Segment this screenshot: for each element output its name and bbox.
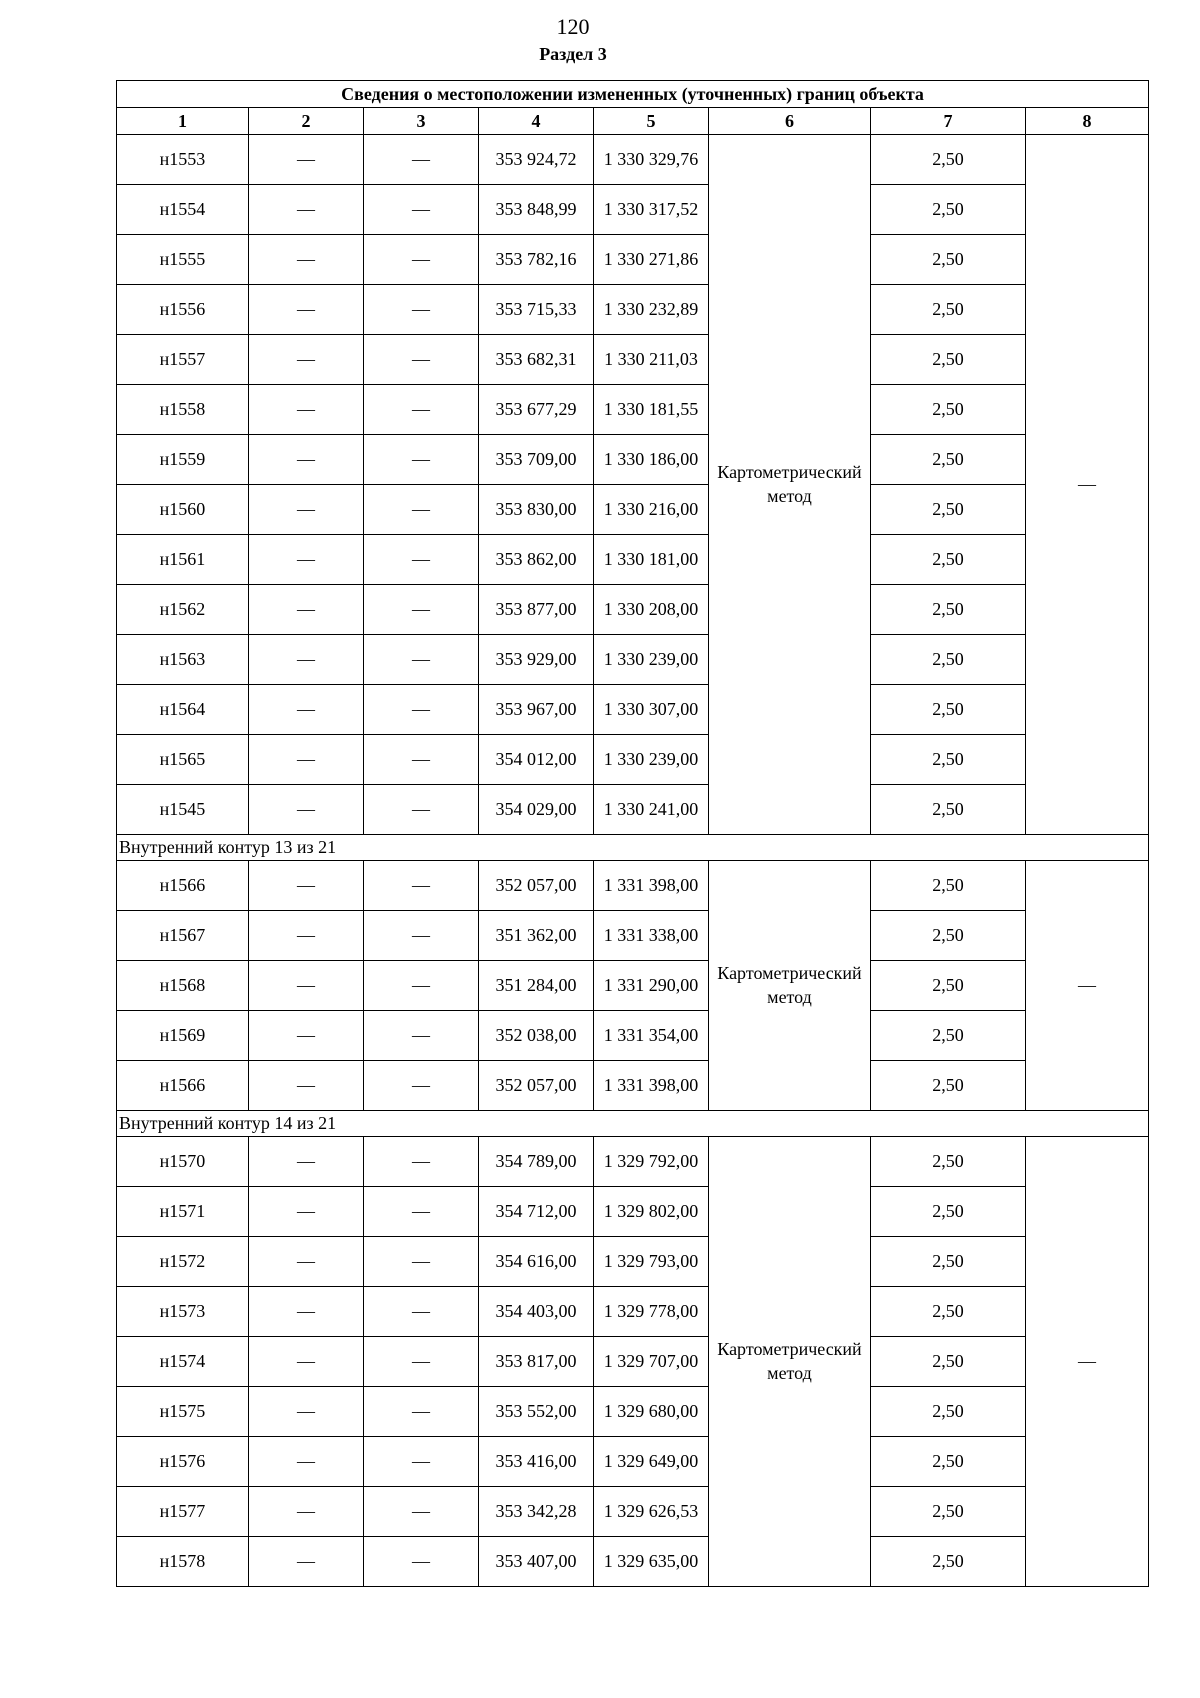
point-name-cell: н1553 — [117, 135, 249, 185]
y-coordinate-cell: 1 330 239,00 — [594, 635, 709, 685]
x-coordinate-cell: 353 782,16 — [479, 235, 594, 285]
col2-dash-cell: — — [249, 1537, 364, 1587]
col3-dash-cell: — — [364, 861, 479, 911]
table-row — [117, 1387, 1149, 1437]
y-coordinate-cell: 1 329 680,00 — [594, 1387, 709, 1437]
boundary-coordinates-table — [116, 80, 1149, 1587]
col2-dash-cell: — — [249, 485, 364, 535]
col3-dash-cell: — — [364, 485, 479, 535]
col3-dash-cell: — — [364, 685, 479, 735]
col3-dash-cell: — — [364, 1337, 479, 1387]
table-title: Сведения о местоположении измененных (уточненных) границ объекта — [117, 81, 1149, 108]
x-coordinate-cell: 353 677,29 — [479, 385, 594, 435]
column-number-header: 3 — [364, 108, 479, 135]
table-row — [117, 285, 1149, 335]
col3-dash-cell: — — [364, 285, 479, 335]
col3-dash-cell: — — [364, 535, 479, 585]
col3-dash-cell: — — [364, 1137, 479, 1187]
accuracy-cell: 2,50 — [871, 1387, 1026, 1437]
col3-dash-cell: — — [364, 335, 479, 385]
col2-dash-cell: — — [249, 911, 364, 961]
col3-dash-cell: — — [364, 961, 479, 1011]
col2-dash-cell: — — [249, 685, 364, 735]
contour-label: Внутренний контур 13 из 21 — [117, 835, 1149, 861]
table-row — [117, 635, 1149, 685]
col2-dash-cell: — — [249, 1011, 364, 1061]
point-name-cell: н1545 — [117, 785, 249, 835]
table-row — [117, 135, 1149, 185]
col2-dash-cell: — — [249, 1437, 364, 1487]
table-row — [117, 335, 1149, 385]
point-name-cell: н1576 — [117, 1437, 249, 1487]
table-row — [117, 535, 1149, 585]
table-row — [117, 1537, 1149, 1587]
table-row — [117, 435, 1149, 485]
accuracy-cell: 2,50 — [871, 1537, 1026, 1587]
point-name-cell: н1571 — [117, 1187, 249, 1237]
accuracy-cell: 2,50 — [871, 135, 1026, 185]
accuracy-cell: 2,50 — [871, 185, 1026, 235]
y-coordinate-cell: 1 330 239,00 — [594, 735, 709, 785]
col2-dash-cell: — — [249, 1061, 364, 1111]
contour-label-row — [117, 835, 1149, 861]
point-name-cell: н1559 — [117, 435, 249, 485]
x-coordinate-cell: 353 848,99 — [479, 185, 594, 235]
col2-dash-cell: — — [249, 135, 364, 185]
col2-dash-cell: — — [249, 435, 364, 485]
point-name-cell: н1557 — [117, 335, 249, 385]
accuracy-cell: 2,50 — [871, 585, 1026, 635]
accuracy-cell: 2,50 — [871, 685, 1026, 735]
col3-dash-cell: — — [364, 435, 479, 485]
col3-dash-cell: — — [364, 1187, 479, 1237]
col2-dash-cell: — — [249, 1187, 364, 1237]
accuracy-cell: 2,50 — [871, 335, 1026, 385]
col2-dash-cell: — — [249, 785, 364, 835]
accuracy-cell: 2,50 — [871, 911, 1026, 961]
col2-dash-cell: — — [249, 185, 364, 235]
column-number-header: 1 — [117, 108, 249, 135]
table-row — [117, 585, 1149, 635]
x-coordinate-cell: 353 929,00 — [479, 635, 594, 685]
accuracy-cell: 2,50 — [871, 1187, 1026, 1237]
point-name-cell: н1562 — [117, 585, 249, 635]
point-name-cell: н1564 — [117, 685, 249, 735]
col2-dash-cell: — — [249, 585, 364, 635]
x-coordinate-cell: 354 029,00 — [479, 785, 594, 835]
x-coordinate-cell: 353 407,00 — [479, 1537, 594, 1587]
table-row — [117, 961, 1149, 1011]
point-name-cell: н1566 — [117, 861, 249, 911]
y-coordinate-cell: 1 331 354,00 — [594, 1011, 709, 1061]
col8-cell: — — [1026, 1137, 1149, 1587]
y-coordinate-cell: 1 330 186,00 — [594, 435, 709, 485]
point-name-cell: н1566 — [117, 1061, 249, 1111]
col2-dash-cell: — — [249, 1337, 364, 1387]
table-row — [117, 385, 1149, 435]
accuracy-cell: 2,50 — [871, 1137, 1026, 1187]
col3-dash-cell: — — [364, 185, 479, 235]
col2-dash-cell: — — [249, 635, 364, 685]
table-row — [117, 1287, 1149, 1337]
table-row — [117, 485, 1149, 535]
y-coordinate-cell: 1 329 626,53 — [594, 1487, 709, 1537]
point-name-cell: н1555 — [117, 235, 249, 285]
y-coordinate-cell: 1 331 290,00 — [594, 961, 709, 1011]
x-coordinate-cell: 353 830,00 — [479, 485, 594, 535]
col3-dash-cell: — — [364, 785, 479, 835]
point-name-cell: н1573 — [117, 1287, 249, 1337]
x-coordinate-cell: 354 012,00 — [479, 735, 594, 785]
accuracy-cell: 2,50 — [871, 1287, 1026, 1337]
column-number-header: 5 — [594, 108, 709, 135]
contour-label-row — [117, 1111, 1149, 1137]
x-coordinate-cell: 353 709,00 — [479, 435, 594, 485]
col2-dash-cell: — — [249, 861, 364, 911]
accuracy-cell: 2,50 — [871, 235, 1026, 285]
section-title: Раздел 3 — [539, 44, 607, 64]
y-coordinate-cell: 1 330 329,76 — [594, 135, 709, 185]
accuracy-cell: 2,50 — [871, 1061, 1026, 1111]
col2-dash-cell: — — [249, 335, 364, 385]
col3-dash-cell: — — [364, 635, 479, 685]
col3-dash-cell: — — [364, 1437, 479, 1487]
point-name-cell: н1560 — [117, 485, 249, 535]
x-coordinate-cell: 352 038,00 — [479, 1011, 594, 1061]
accuracy-cell: 2,50 — [871, 1337, 1026, 1387]
accuracy-cell: 2,50 — [871, 1437, 1026, 1487]
x-coordinate-cell: 353 682,31 — [479, 335, 594, 385]
table-row — [117, 1237, 1149, 1287]
column-number-header: 6 — [709, 108, 871, 135]
col8-cell: — — [1026, 135, 1149, 835]
column-number-header: 8 — [1026, 108, 1149, 135]
table-row — [117, 185, 1149, 235]
x-coordinate-cell: 354 403,00 — [479, 1287, 594, 1337]
col3-dash-cell: — — [364, 385, 479, 435]
x-coordinate-cell: 351 284,00 — [479, 961, 594, 1011]
table-row — [117, 1337, 1149, 1387]
accuracy-cell: 2,50 — [871, 535, 1026, 585]
table-row — [117, 685, 1149, 735]
x-coordinate-cell: 352 057,00 — [479, 861, 594, 911]
col2-dash-cell: — — [249, 1387, 364, 1437]
x-coordinate-cell: 353 416,00 — [479, 1437, 594, 1487]
table-row — [117, 1437, 1149, 1487]
y-coordinate-cell: 1 330 216,00 — [594, 485, 709, 535]
point-name-cell: н1574 — [117, 1337, 249, 1387]
point-name-cell: н1572 — [117, 1237, 249, 1287]
table-row — [117, 1187, 1149, 1237]
col8-cell: — — [1026, 861, 1149, 1111]
accuracy-cell: 2,50 — [871, 961, 1026, 1011]
col3-dash-cell: — — [364, 911, 479, 961]
point-name-cell: н1577 — [117, 1487, 249, 1537]
x-coordinate-cell: 353 862,00 — [479, 535, 594, 585]
accuracy-cell: 2,50 — [871, 385, 1026, 435]
col2-dash-cell: — — [249, 535, 364, 585]
page-number: 120 — [556, 14, 590, 39]
x-coordinate-cell: 354 712,00 — [479, 1187, 594, 1237]
accuracy-cell: 2,50 — [871, 1011, 1026, 1061]
y-coordinate-cell: 1 330 181,00 — [594, 535, 709, 585]
y-coordinate-cell: 1 329 802,00 — [594, 1187, 709, 1237]
col2-dash-cell: — — [249, 1487, 364, 1537]
y-coordinate-cell: 1 330 181,55 — [594, 385, 709, 435]
column-number-header: 2 — [249, 108, 364, 135]
point-name-cell: н1569 — [117, 1011, 249, 1061]
col2-dash-cell: — — [249, 285, 364, 335]
accuracy-cell: 2,50 — [871, 285, 1026, 335]
accuracy-cell: 2,50 — [871, 735, 1026, 785]
x-coordinate-cell: 354 616,00 — [479, 1237, 594, 1287]
col3-dash-cell: — — [364, 1287, 479, 1337]
y-coordinate-cell: 1 330 307,00 — [594, 685, 709, 735]
point-name-cell: н1561 — [117, 535, 249, 585]
y-coordinate-cell: 1 330 271,86 — [594, 235, 709, 285]
accuracy-cell: 2,50 — [871, 785, 1026, 835]
col2-dash-cell: — — [249, 1287, 364, 1337]
y-coordinate-cell: 1 329 707,00 — [594, 1337, 709, 1387]
x-coordinate-cell: 353 715,33 — [479, 285, 594, 335]
x-coordinate-cell: 354 789,00 — [479, 1137, 594, 1187]
col3-dash-cell: — — [364, 1387, 479, 1437]
col3-dash-cell: — — [364, 1061, 479, 1111]
table-row — [117, 1487, 1149, 1537]
x-coordinate-cell: 352 057,00 — [479, 1061, 594, 1111]
column-number-header: 4 — [479, 108, 594, 135]
y-coordinate-cell: 1 329 778,00 — [594, 1287, 709, 1337]
column-number-header: 7 — [871, 108, 1026, 135]
x-coordinate-cell: 353 877,00 — [479, 585, 594, 635]
col2-dash-cell: — — [249, 735, 364, 785]
x-coordinate-cell: 353 552,00 — [479, 1387, 594, 1437]
col2-dash-cell: — — [249, 385, 364, 435]
point-name-cell: н1558 — [117, 385, 249, 435]
y-coordinate-cell: 1 329 793,00 — [594, 1237, 709, 1287]
accuracy-cell: 2,50 — [871, 635, 1026, 685]
col2-dash-cell: — — [249, 961, 364, 1011]
table-row — [117, 235, 1149, 285]
x-coordinate-cell: 351 362,00 — [479, 911, 594, 961]
y-coordinate-cell: 1 331 398,00 — [594, 861, 709, 911]
y-coordinate-cell: 1 329 792,00 — [594, 1137, 709, 1187]
point-name-cell: н1578 — [117, 1537, 249, 1587]
x-coordinate-cell: 353 924,72 — [479, 135, 594, 185]
point-name-cell: н1570 — [117, 1137, 249, 1187]
method-cell: Картометрический метод — [709, 135, 871, 835]
col3-dash-cell: — — [364, 235, 479, 285]
table-row — [117, 785, 1149, 835]
point-name-cell: н1567 — [117, 911, 249, 961]
col3-dash-cell: — — [364, 1537, 479, 1587]
accuracy-cell: 2,50 — [871, 861, 1026, 911]
accuracy-cell: 2,50 — [871, 1487, 1026, 1537]
table-row — [117, 1011, 1149, 1061]
col3-dash-cell: — — [364, 1487, 479, 1537]
table-row — [117, 735, 1149, 785]
method-cell: Картометрический метод — [709, 1137, 871, 1587]
accuracy-cell: 2,50 — [871, 485, 1026, 535]
y-coordinate-cell: 1 330 208,00 — [594, 585, 709, 635]
col2-dash-cell: — — [249, 1237, 364, 1287]
y-coordinate-cell: 1 330 241,00 — [594, 785, 709, 835]
table-row — [117, 1061, 1149, 1111]
y-coordinate-cell: 1 331 398,00 — [594, 1061, 709, 1111]
table-row — [117, 1137, 1149, 1187]
method-cell: Картометрический метод — [709, 861, 871, 1111]
point-name-cell: н1565 — [117, 735, 249, 785]
y-coordinate-cell: 1 330 211,03 — [594, 335, 709, 385]
table-row — [117, 911, 1149, 961]
col2-dash-cell: — — [249, 1137, 364, 1187]
accuracy-cell: 2,50 — [871, 435, 1026, 485]
accuracy-cell: 2,50 — [871, 1237, 1026, 1287]
point-name-cell: н1575 — [117, 1387, 249, 1437]
y-coordinate-cell: 1 330 232,89 — [594, 285, 709, 335]
y-coordinate-cell: 1 330 317,52 — [594, 185, 709, 235]
point-name-cell: н1568 — [117, 961, 249, 1011]
table-row — [117, 861, 1149, 911]
y-coordinate-cell: 1 331 338,00 — [594, 911, 709, 961]
col3-dash-cell: — — [364, 585, 479, 635]
col3-dash-cell: — — [364, 1237, 479, 1287]
point-name-cell: н1554 — [117, 185, 249, 235]
y-coordinate-cell: 1 329 635,00 — [594, 1537, 709, 1587]
contour-label: Внутренний контур 14 из 21 — [117, 1111, 1149, 1137]
col2-dash-cell: — — [249, 235, 364, 285]
col3-dash-cell: — — [364, 1011, 479, 1061]
x-coordinate-cell: 353 342,28 — [479, 1487, 594, 1537]
y-coordinate-cell: 1 329 649,00 — [594, 1437, 709, 1487]
point-name-cell: н1563 — [117, 635, 249, 685]
point-name-cell: н1556 — [117, 285, 249, 335]
col3-dash-cell: — — [364, 135, 479, 185]
col3-dash-cell: — — [364, 735, 479, 785]
x-coordinate-cell: 353 967,00 — [479, 685, 594, 735]
x-coordinate-cell: 353 817,00 — [479, 1337, 594, 1387]
